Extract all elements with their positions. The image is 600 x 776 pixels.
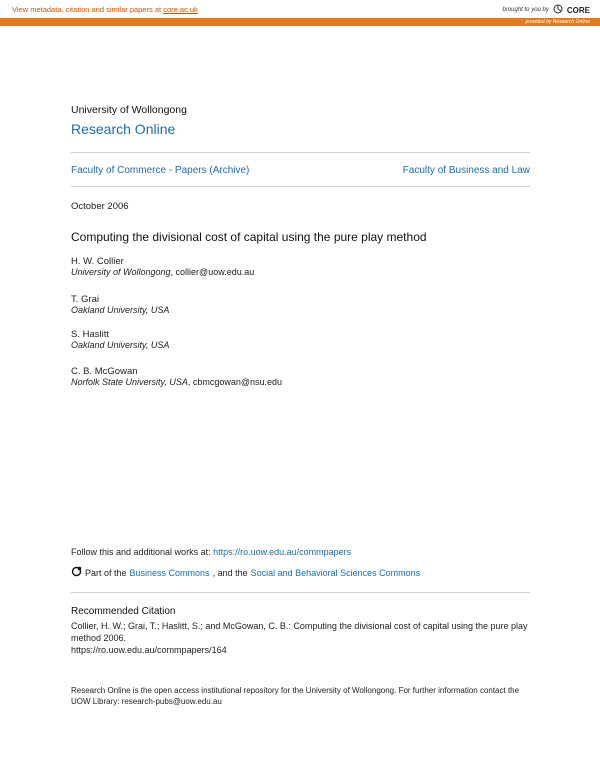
citation-text: Collier, H. W.; Grai, T.; Haslitt, S.; and McGowan, C. B.: Computing the divisional cost of capital using the pure play method 2006. xyxy=(71,621,528,643)
core-metadata-label: View metadata, citation and similar papers at xyxy=(12,5,164,14)
faculty-left-link[interactable]: Faculty of Commerce - Papers (Archive) xyxy=(71,165,250,176)
author-affiliation xyxy=(71,340,169,350)
affiliation-name: University of Wollongong xyxy=(71,267,171,277)
author-affiliation xyxy=(71,267,254,277)
network-icon xyxy=(71,566,82,579)
brought-by-label: brought to you by xyxy=(502,7,549,13)
author-block-4 xyxy=(71,366,282,387)
part-of-line xyxy=(71,566,420,579)
core-logo: CORE xyxy=(566,5,590,15)
core-metadata-text xyxy=(12,5,198,14)
business-commons-link[interactable]: Business Commons xyxy=(129,567,210,578)
author-block-1 xyxy=(71,256,254,277)
university-name: University of Wollongong xyxy=(71,104,187,116)
paper-title: Computing the divisional cost of capital using the pure play method xyxy=(71,230,427,244)
publication-date: October 2006 xyxy=(71,201,129,212)
part-of-prefix: Part of the xyxy=(85,567,127,578)
author-email: , cbmcgowan@nsu.edu xyxy=(187,377,283,387)
core-link[interactable]: core.ac.uk xyxy=(163,5,198,14)
repository-footer: Research Online is the open access institutional repository for the University of Wollongong. For further information contact the UOW Library: research-pubs@uow.edu.au xyxy=(71,686,520,706)
author-block-2 xyxy=(71,294,169,315)
social-sciences-commons-link[interactable]: Social and Behavioral Sciences Commons xyxy=(250,567,421,578)
follow-link[interactable]: https://ro.uow.edu.au/commpapers xyxy=(213,547,352,557)
core-logo-icon xyxy=(553,4,563,16)
divider-citation xyxy=(71,592,530,593)
part-of-middle: , and the xyxy=(212,567,248,578)
citation-heading: Recommended Citation xyxy=(71,606,176,617)
author-name: H. W. Collier xyxy=(71,256,124,267)
affiliation-name: Oakland University, USA xyxy=(71,305,170,315)
author-name: S. Haslitt xyxy=(71,329,110,340)
author-affiliation xyxy=(71,305,169,315)
provided-by-text: provided by Research Online xyxy=(525,19,590,25)
follow-line xyxy=(71,547,351,557)
author-name: T. Grai xyxy=(71,294,99,305)
author-email: , collier@uow.edu.au xyxy=(170,267,255,277)
affiliation-name: Norfolk State University, USA xyxy=(71,377,188,387)
author-block-3 xyxy=(71,329,169,350)
author-affiliation xyxy=(71,377,282,387)
citation-url: https://ro.uow.edu.au/commpapers/164 xyxy=(71,645,227,655)
follow-label: Follow this and additional works at: xyxy=(71,547,214,557)
core-provided-bar xyxy=(0,18,600,26)
citation-text-block xyxy=(71,620,531,656)
core-brought-by[interactable] xyxy=(503,4,591,16)
author-name: C. B. McGowan xyxy=(71,366,138,377)
affiliation-name: Oakland University, USA xyxy=(71,340,170,350)
divider-top xyxy=(71,152,530,153)
repository-name[interactable]: Research Online xyxy=(71,121,176,137)
faculty-right-link[interactable]: Faculty of Business and Law xyxy=(402,165,530,176)
divider-bottom xyxy=(71,186,530,187)
